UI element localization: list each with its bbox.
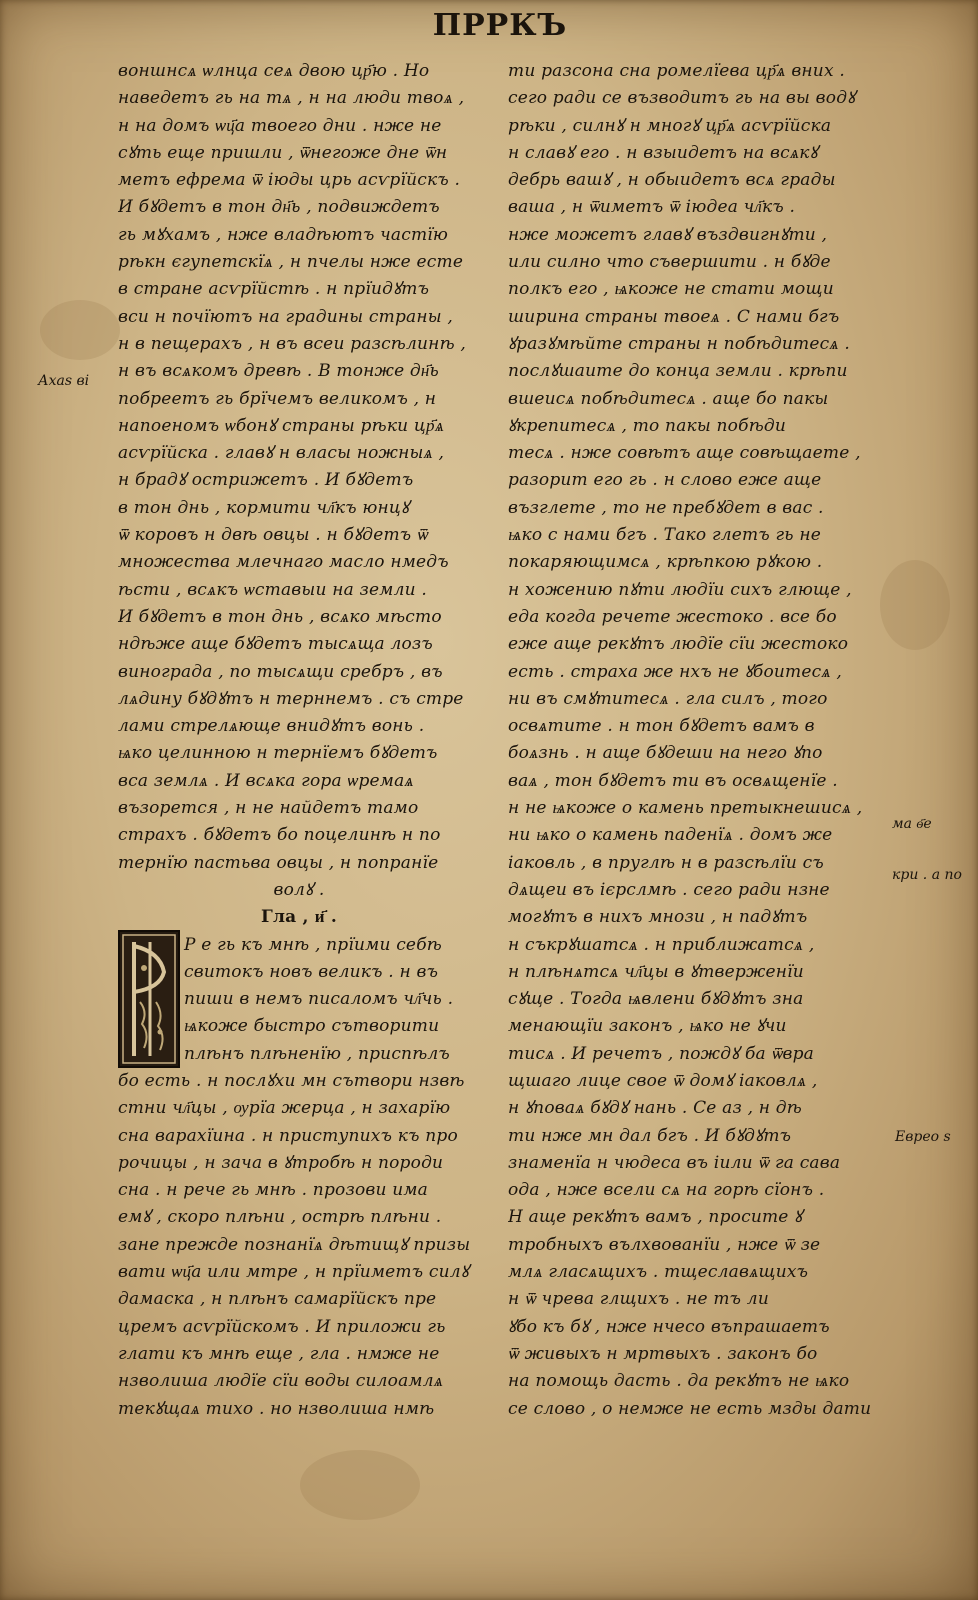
text-line: еже аще рекꙋтъ людїе сїи жестоко [508, 634, 849, 655]
text-line: тесѧ . нже совѣтъ аще совѣщаете , [508, 443, 861, 464]
text-line: тробныхъ вълхвованїи , нже ѿ зе [508, 1234, 821, 1255]
text-line: сна . н рече гь мнѣ . прозови има [118, 1180, 429, 1201]
text-line: цремъ асѵрїйскомъ . И приложи гь [118, 1316, 446, 1337]
text-line: лѧдину бꙋдꙋтъ н терннемъ . съ стре [118, 688, 464, 709]
text-line: Н аще рекꙋтъ вамъ , просите ꙋ [508, 1207, 803, 1228]
text-line: се слово , о немже не есть мзды дати [508, 1398, 872, 1419]
text-line: щшаго лице свое ѿ домꙋ іаковлѧ , [508, 1070, 818, 1091]
text-line: рочицы , н зача в ꙋтробѣ н породи [118, 1152, 444, 1173]
text-line: напоеномъ ѡбонꙋ страны рѣки цр҃ѧ [118, 415, 445, 436]
text-line: ѩкоже быстро сътворити [184, 1016, 440, 1037]
text-line: дебрь вашꙋ , н обыидетъ всѧ грады [508, 170, 836, 191]
margin-note-right-2: кри . а по [892, 867, 962, 883]
text-line: ꙋбо къ бꙋ , нже нчесо въпрашаетъ [508, 1316, 830, 1337]
text-line: възглете , то не пребꙋдет в вас . [508, 497, 824, 518]
text-line: ѿ коровъ н двѣ овцы . н бꙋдетъ ѿ [118, 525, 428, 546]
text-line: стни чл҃цы , ѹрїа жерца , н захарїю [118, 1098, 451, 1119]
text-line: Р е гь къ мнѣ , прїими себѣ [184, 934, 442, 955]
text-line: н не ѩкоже о камень претыкнешисѧ , [508, 798, 863, 819]
text-line: ꙋразꙋмѣйте страны н побѣдитесѧ . [508, 333, 850, 354]
text-line: н ꙋповаѧ бꙋдꙋ нань . Се аз , н дѣ [508, 1098, 802, 1119]
text-line: Гла , и҃ . [261, 907, 337, 928]
text-line: сꙋще . Тогда ѩвлени бꙋдꙋтъ зна [508, 989, 804, 1010]
text-line: есть . страха же нхъ не ꙋбоитесѧ , [508, 661, 842, 682]
text-line: плѣнъ плѣненїю , приспѣлъ [184, 1043, 450, 1064]
text-line: н плѣнѧтсѧ чл҃цы в ꙋтверженїи [508, 961, 804, 982]
text-line: сего ради се възводитъ гь на вы водꙋ [508, 88, 856, 109]
text-line: наведетъ гь на тѧ , н на люди твоѧ , [118, 88, 465, 109]
text-line: И бꙋдетъ в тон дн҃ь , подвиждетъ [118, 197, 440, 218]
text-line: н брадꙋ острижетъ . И бꙋдетъ [118, 470, 414, 491]
text-line: глати къ мнѣ еще , гла . нмже не [118, 1343, 440, 1364]
ornamental-initial-icon [120, 932, 178, 1066]
text-line: ѩко целинною н тернїемъ бꙋдетъ [118, 743, 438, 764]
text-line: освѧтите . н тон бꙋдетъ вамъ в [508, 716, 815, 737]
text-line: свитокъ новъ великъ . н въ [184, 961, 439, 982]
text-line: асѵрїйска . главꙋ н власы ножныѧ , [118, 443, 445, 464]
text-line: нже можетъ главꙋ въздвигнꙋти , [508, 224, 828, 245]
text-line: вси н почїютъ на градины страны , [118, 306, 454, 327]
text-line: метъ ефрема ѿ іюды црь асѵрїйскъ . [118, 170, 461, 191]
text-line: побреетъ гь брїчемъ великомъ , н [118, 388, 437, 409]
text-line: вати ѡц҃а или мтре , н прїиметъ силꙋ [118, 1262, 469, 1283]
margin-note-right-1: ма ѳ҃е [892, 816, 932, 832]
text-line: н въ всѧкомъ древѣ . В тонже дн҃ь [118, 361, 439, 382]
text-line: полкъ его , ѩкоже не стати мощи [508, 279, 834, 300]
text-line: н хожению пꙋти людїи сихъ глюще , [508, 579, 852, 600]
text-line: млѧ гласѧщихъ . тщеславѧщихъ [508, 1262, 809, 1283]
margin-note-right-3: Еврео ѕ [895, 1129, 951, 1145]
paper-stain [300, 1450, 420, 1520]
text-line: зане прежде познанїѧ дѣтищꙋ призы [118, 1234, 471, 1255]
text-line: бо есть . н послꙋхи мн сътвори нзвѣ [118, 1070, 465, 1091]
text-line: възорется , н не найдетъ тамо [118, 798, 419, 819]
text-line: ѿ живыхъ н мртвыхъ . законъ бо [508, 1343, 818, 1364]
running-head: ПРРКЪ [432, 8, 568, 43]
text-line: н съкрꙋшатсѧ . н приближатсѧ , [508, 934, 815, 955]
text-line: страхъ . бꙋдетъ бо поцелинѣ н по [118, 825, 441, 846]
text-line: дѧщеи въ ієрслмѣ . сего ради нзне [508, 879, 830, 900]
text-line: пиши в немъ писаломъ чл҃чь . [184, 989, 454, 1010]
text-line: вшеисѧ побѣдитесѧ . аще бо пакы [508, 388, 829, 409]
text-line: И бꙋдетъ в тон днь , всѧко мѣсто [118, 606, 442, 627]
text-line: могꙋтъ в нихъ мнози , н падꙋтъ [508, 907, 808, 928]
text-line: н ѿ чрева глщихъ . не тъ ли [508, 1289, 769, 1310]
text-line: боѧзнь . н аще бꙋдеши на него ꙋпо [508, 743, 823, 764]
text-line: тисѧ . И речетъ , пождꙋ ба ѿвра [508, 1043, 814, 1064]
text-line: дамаска , н плѣнъ самарїйскъ пре [118, 1289, 437, 1310]
text-line: лами стрелѧюще внидꙋтъ вонь . [118, 716, 425, 737]
text-line: іаковль , в пруглѣ н в разсѣлїи съ [508, 852, 824, 873]
text-line: сна варахїина . н приступихъ къ про [118, 1125, 458, 1146]
margin-note-left: Ахаѕ ві [38, 373, 90, 389]
text-line: ширина страны твоеѧ . С нами бгъ [508, 306, 840, 327]
text-line: или силно что съвершити . н бꙋде [508, 252, 831, 273]
text-line: волꙋ . [273, 879, 325, 900]
text-line: множества млечнаго масло нмедъ [118, 552, 449, 573]
text-line: покаряющимсѧ , крѣпкою рꙋкою . [508, 552, 823, 573]
text-line: сꙋть еще пришли , ѿнегоже дне ѿн [118, 142, 448, 163]
text-line: рѣкн єгупетскїѧ , н пчелы нже есте [118, 252, 464, 273]
text-line: рѣки , силнꙋ н многꙋ цр҃ѧ асѵрїйска [508, 115, 832, 136]
text-line: ни ѩко о камень паденїѧ . домъ же [508, 825, 833, 846]
text-line: н в пещерахъ , н въ всеи разсѣлинѣ , [118, 333, 466, 354]
text-line: нзволиша людїе сїи воды силоамлѧ [118, 1371, 444, 1392]
text-line: в тон днь , кормити чл҃къ юнцꙋ [118, 497, 410, 518]
paper-stain [880, 560, 950, 650]
text-line: ꙋкрепитесѧ , то пакы побѣди [508, 415, 787, 436]
right-text-column [508, 58, 874, 1423]
text-line: емꙋ , скоро плѣни , острѣ плѣни . [118, 1207, 442, 1228]
text-line: ѣсти , всѧкъ ѡставыи на земли . [118, 579, 427, 600]
text-line: винограда , по тысѧщи сребръ , въ [118, 661, 443, 682]
text-line: ваѧ , тон бꙋдетъ ти въ освѧщенїе . [508, 770, 838, 791]
text-line: разорит его гь . н слово еже аще [508, 470, 822, 491]
text-line: н славꙋ его . н взыидетъ на всѧкꙋ [508, 142, 818, 163]
text-line: ѩко с нами бгъ . Тако глетъ гь не [508, 525, 821, 546]
text-line: в стране асѵрїйстѣ . н прїидꙋтъ [118, 279, 430, 300]
text-line: ти нже мн дал бгъ . И бꙋдꙋтъ [508, 1125, 792, 1146]
text-line: тернїю пастьва овцы , н попранїе [118, 852, 439, 873]
text-line: воншнсѧ ѡлнца сеѧ двою цр҃ю . Но [118, 61, 430, 81]
text-line: н на домъ ѡц҃а твоего дни . нже не [118, 115, 442, 136]
text-line: на помощь дасть . да рекꙋтъ не ѩко [508, 1371, 850, 1392]
text-line: менающїи законъ , ѩко не ꙋчи [508, 1016, 787, 1037]
text-line: ти разсона сна ромелїева цр҃ѧ вних . [508, 61, 845, 81]
decorated-initial-r [118, 930, 180, 1068]
text-line: ндѣже аще бꙋдетъ тысѧща лозъ [118, 634, 433, 655]
text-line: еда когда речете жестоко . все бо [508, 606, 837, 627]
text-line: ода , нже всели сѧ на горѣ сїонъ . [508, 1180, 825, 1201]
text-line: вса землѧ . И всѧка гора ѡремаѧ [118, 770, 414, 791]
text-line: гь мꙋхамъ , нже владѣютъ частїю [118, 224, 449, 245]
text-line: ваша , н ѿиметъ ѿ іюдеа чл҃къ . [508, 197, 796, 218]
paper-stain [40, 300, 120, 360]
text-line: знаменїа н чюдеса въ іили ѿ га сава [508, 1152, 841, 1173]
text-line: ни въ смꙋтитесѧ . гла силъ , того [508, 688, 828, 709]
text-line: текꙋщаѧ тихо . но нзволиша нмѣ [118, 1398, 435, 1419]
left-text-column [118, 58, 480, 1423]
text-line: послꙋшаите до конца земли . крѣпи [508, 361, 848, 382]
